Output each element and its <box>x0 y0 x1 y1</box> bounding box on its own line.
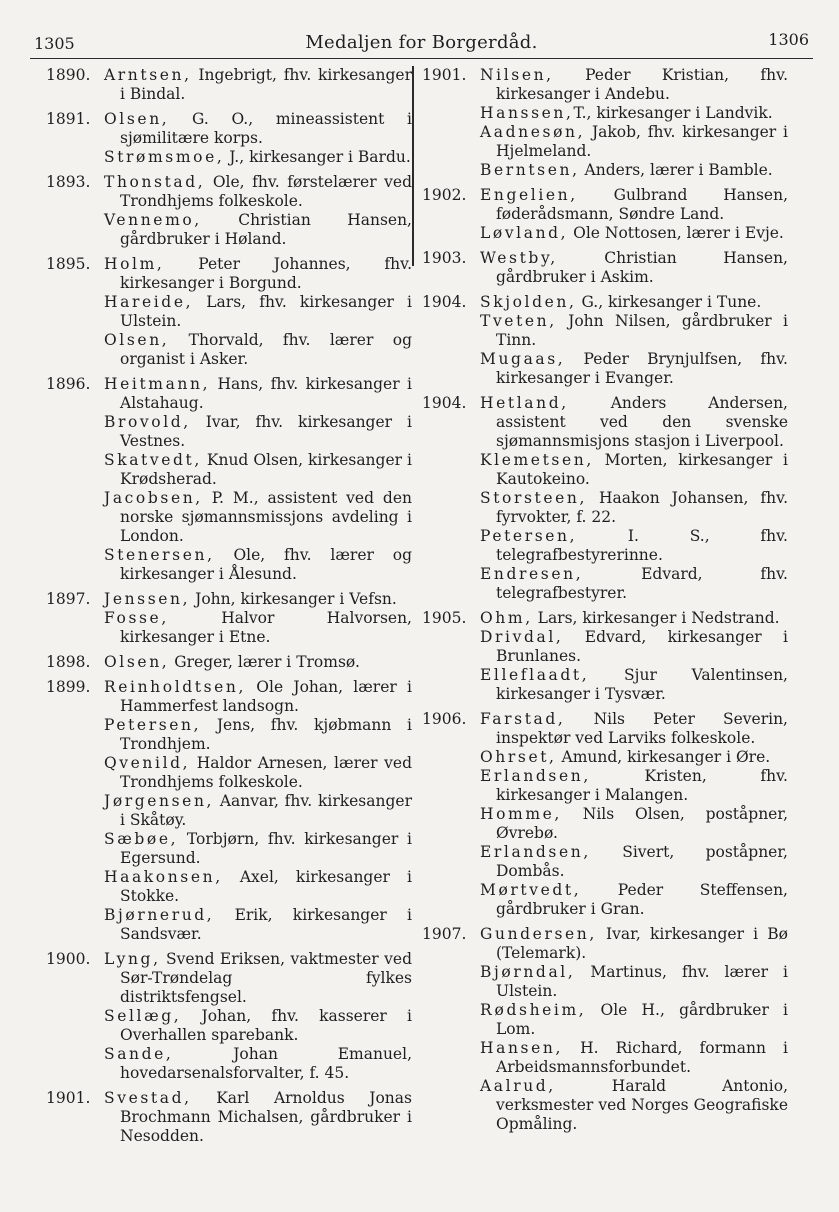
year-group <box>42 950 412 1083</box>
medal-entry <box>480 843 788 881</box>
recipient-name: Petersen, <box>480 527 578 545</box>
recipient-description: Svend Eriksen, vaktmester ved Sør-Trøndelag fylkes distriktsfengsel. <box>120 950 412 1006</box>
recipient-name: Petersen, <box>104 716 202 734</box>
recipient-description: Peder Brynjulfsen, fhv. kirkesanger i Evanger. <box>496 350 788 387</box>
year-label: 1905. <box>422 609 467 627</box>
year-label: 1897. <box>46 590 91 608</box>
recipient-description: Anders, lærer i Bamble. <box>579 161 773 179</box>
recipient-description: P. M., assistent ved den norske sjømannsmissjons avdeling i London. <box>120 489 412 545</box>
recipient-description: Knud Olsen, kirkesanger i Krødsherad. <box>120 451 412 488</box>
medal-entry <box>480 249 788 287</box>
year-label: 1906. <box>422 710 467 728</box>
medal-entry <box>480 66 788 104</box>
year-label: 1901. <box>46 1089 91 1107</box>
year-label: 1893. <box>46 173 91 191</box>
recipient-name: Reinholdtsen, <box>104 678 247 696</box>
medal-entry <box>480 186 788 224</box>
medal-entry <box>104 211 412 249</box>
medal-entry <box>480 767 788 805</box>
recipient-name: Løvland, <box>480 224 569 242</box>
page-title: Medaljen for Borgerdåd. <box>305 32 538 53</box>
recipient-name: Westby, <box>480 249 558 267</box>
medal-entry <box>104 110 412 148</box>
medal-entry <box>104 331 412 369</box>
recipient-name: Ohrset, <box>480 748 557 766</box>
year-label: 1891. <box>46 110 91 128</box>
recipient-name: Strømsmoe, <box>104 148 225 166</box>
recipient-description: Martinus, fhv. lærer i Ulstein. <box>496 963 788 1000</box>
medal-entry <box>480 628 788 666</box>
year-group <box>42 255 412 369</box>
recipient-name: Jørgensen, <box>104 792 215 810</box>
recipient-description: Erik, kirkesanger i Sandsvær. <box>120 906 412 943</box>
recipient-description: G. O., mineassistent i sjømilitære korps. <box>120 110 412 147</box>
medal-entry <box>104 1089 412 1146</box>
medal-entry <box>104 375 412 413</box>
recipient-name: Sande, <box>104 1045 174 1063</box>
year-group <box>42 173 412 249</box>
year-group <box>418 249 788 287</box>
medal-entry <box>480 710 788 748</box>
recipient-name: Sellæg, <box>104 1007 182 1025</box>
recipient-description: Johan Emanuel, hovedarsenalsforvalter, f. 45. <box>120 1045 412 1082</box>
recipient-name: Rødsheim, <box>480 1001 587 1019</box>
recipient-name: Klemetsen, <box>480 451 594 469</box>
recipient-name: Aadnesøn, <box>480 123 586 141</box>
year-label: 1900. <box>46 950 91 968</box>
recipient-description: Sjur Valentinsen, kirkesanger i Tysvær. <box>496 666 788 703</box>
year-group <box>42 678 412 944</box>
medal-entry <box>104 653 412 672</box>
recipient-description: Peder Kristian, fhv. kirkesanger i Andebu. <box>496 66 788 103</box>
recipient-name: Berntsen, <box>480 161 580 179</box>
recipient-name: Bjørnerud, <box>104 906 215 924</box>
recipient-name: Gundersen, <box>480 925 597 943</box>
medal-entry <box>480 350 788 388</box>
recipient-description: J., kirkesanger i Bardu. <box>224 148 411 166</box>
medal-entry <box>480 394 788 451</box>
recipient-name: Bjørndal, <box>480 963 576 981</box>
medal-entry <box>104 1045 412 1083</box>
left-column <box>42 66 412 1152</box>
recipient-description: Lars, fhv. kirkesanger i Ulstein. <box>120 293 412 330</box>
recipient-description: Ole Johan, lærer i Hammerfest landsogn. <box>120 678 412 715</box>
medal-entry <box>480 123 788 161</box>
recipient-name: Lyng, <box>104 950 161 968</box>
year-group <box>42 653 412 672</box>
medal-entry <box>104 830 412 868</box>
year-label: 1903. <box>422 249 467 267</box>
year-label: 1890. <box>46 66 91 84</box>
year-label: 1896. <box>46 375 91 393</box>
recipient-name: Hansen, <box>480 1039 563 1057</box>
recipient-name: Haakonsen, <box>104 868 223 886</box>
medal-entry <box>480 881 788 919</box>
medal-entry <box>104 413 412 451</box>
recipient-description: Axel, kirkesanger i Stokke. <box>120 868 412 905</box>
right-column <box>418 66 788 1140</box>
recipient-name: Olsen, <box>104 331 170 349</box>
recipient-description: Anders Andersen, assistent ved den svenske sjømannsmisjons stasjon i Liverpool. <box>496 394 788 450</box>
recipient-description: Haldor Arnesen, lærer ved Trondhjems folkeskole. <box>120 754 412 791</box>
page-number-left: 1305 <box>34 34 75 53</box>
recipient-name: Hareide, <box>104 293 194 311</box>
recipient-name: Engelien, <box>480 186 578 204</box>
recipient-name: Olsen, <box>104 110 170 128</box>
year-group <box>42 375 412 584</box>
recipient-name: Stenersen, <box>104 546 215 564</box>
year-label: 1901. <box>422 66 467 84</box>
year-group <box>418 925 788 1134</box>
medal-entry <box>104 293 412 331</box>
medal-entry <box>480 565 788 603</box>
medal-entry <box>104 678 412 716</box>
medal-entry <box>104 868 412 906</box>
recipient-name: Jenssen, <box>104 590 191 608</box>
recipient-name: Hanssen, <box>480 104 574 122</box>
medal-entry <box>104 255 412 293</box>
year-label: 1895. <box>46 255 91 273</box>
recipient-description: Harald Antonio, verksmester ved Norges Geografiske Opmåling. <box>496 1077 788 1133</box>
year-label: 1907. <box>422 925 467 943</box>
medal-entry <box>480 1039 788 1077</box>
year-label: 1904. <box>422 293 467 311</box>
recipient-name: Tveten, <box>480 312 557 330</box>
medal-entry <box>480 1077 788 1134</box>
medal-entry <box>480 805 788 843</box>
recipient-description: T., kirkesanger i Landvik. <box>573 104 773 122</box>
recipient-name: Mugaas, <box>480 350 566 368</box>
recipient-description: Jakob, fhv. kirkesanger i Hjelmeland. <box>496 123 788 160</box>
recipient-description: Johan, fhv. kasserer i Overhallen sparebank. <box>120 1007 412 1044</box>
year-group <box>418 66 788 180</box>
year-label: 1898. <box>46 653 91 671</box>
medal-entry <box>480 609 788 628</box>
group-gap <box>42 1146 412 1152</box>
recipient-name: Qvenild, <box>104 754 191 772</box>
recipient-name: Farstad, <box>480 710 566 728</box>
recipient-name: Elleflaadt, <box>480 666 590 684</box>
year-group <box>42 66 412 104</box>
recipient-description: Kristen, fhv. kirkesanger i Malangen. <box>496 767 788 804</box>
recipient-description: Morten, kirkesanger i Kautokeino. <box>496 451 788 488</box>
recipient-description: Nils Olsen, poståpner, Øvrebø. <box>496 805 788 842</box>
medal-entry <box>480 293 788 312</box>
medal-entry <box>104 546 412 584</box>
medal-entry <box>480 963 788 1001</box>
medal-entry <box>104 950 412 1007</box>
column-divider <box>412 66 414 266</box>
recipient-name: Homme, <box>480 805 562 823</box>
recipient-name: Brovold, <box>104 413 191 431</box>
group-gap <box>418 1134 788 1140</box>
recipient-name: Erlandsen, <box>480 767 591 785</box>
recipient-description: Peder Steffensen, gårdbruker i Gran. <box>496 881 788 918</box>
page-header <box>30 28 813 59</box>
recipient-name: Vennemo, <box>104 211 202 229</box>
medal-entry <box>104 451 412 489</box>
medal-entry <box>480 451 788 489</box>
year-group <box>418 293 788 388</box>
medal-entry <box>104 754 412 792</box>
recipient-description: John, kirkesanger i Vefsn. <box>190 590 397 608</box>
year-group <box>418 394 788 603</box>
recipient-description: G., kirkesanger i Tune. <box>576 293 762 311</box>
recipient-description: Karl Arnoldus Jonas Brochmann Michalsen, gårdbruker i Nesodden. <box>120 1089 412 1145</box>
recipient-description: Edvard, fhv. telegrafbestyrer. <box>496 565 788 602</box>
recipient-description: Edvard, kirkesanger i Brunlanes. <box>496 628 788 665</box>
medal-entry <box>480 925 788 963</box>
recipient-description: Peter Johannes, fhv. kirkesanger i Borgund. <box>120 255 412 292</box>
recipient-description: Ivar, kirkesanger i Bø (Telemark). <box>496 925 788 962</box>
medal-entry <box>104 148 412 167</box>
recipient-name: Endresen, <box>480 565 584 583</box>
recipient-description: Gulbrand Hansen, føderådsmann, Søndre Land. <box>496 186 788 223</box>
medal-entry <box>104 489 412 546</box>
recipient-description: Nils Peter Severin, inspektør ved Larviks folkeskole. <box>496 710 788 747</box>
medal-entry <box>480 224 788 243</box>
recipient-description: Torbjørn, fhv. kirkesanger i Egersund. <box>120 830 412 867</box>
year-label: 1899. <box>46 678 91 696</box>
recipient-description: Ole H., gårdbruker i Lom. <box>496 1001 788 1038</box>
year-label: 1902. <box>422 186 467 204</box>
recipient-name: Arntsen, <box>104 66 192 84</box>
medal-entry <box>480 489 788 527</box>
recipient-name: Erlandsen, <box>480 843 591 861</box>
medal-entry <box>480 1001 788 1039</box>
recipient-description: Haakon Johansen, fhv. fyrvokter, f. 22. <box>496 489 788 526</box>
recipient-name: Holm, <box>104 255 165 273</box>
recipient-description: Ole, fhv. lærer og kirkesanger i Ålesund. <box>120 546 412 583</box>
year-group <box>418 609 788 704</box>
medal-entry <box>104 173 412 211</box>
recipient-description: Hans, fhv. kirkesanger i Alstahaug. <box>120 375 412 412</box>
medal-entry <box>480 312 788 350</box>
medal-entry <box>104 609 412 647</box>
recipient-name: Svestad, <box>104 1089 192 1107</box>
recipient-description: Ole, fhv. førstelærer ved Trondhjems folkeskole. <box>120 173 412 210</box>
recipient-description: H. Richard, formann i Arbeidsmannsforbundet. <box>496 1039 788 1076</box>
recipient-name: Nilsen, <box>480 66 554 84</box>
recipient-name: Olsen, <box>104 653 170 671</box>
recipient-description: Christian Hansen, gårdbruker i Askim. <box>496 249 788 286</box>
recipient-description: Christian Hansen, gårdbruker i Høland. <box>120 211 412 248</box>
page-number-right: 1306 <box>768 30 809 49</box>
medal-entry <box>104 1007 412 1045</box>
recipient-name: Skjolden, <box>480 293 577 311</box>
recipient-name: Heitmann, <box>104 375 211 393</box>
recipient-name: Jacobsen, <box>104 489 203 507</box>
year-group <box>42 1089 412 1146</box>
recipient-name: Ohm, <box>480 609 533 627</box>
recipient-description: Greger, lærer i Tromsø. <box>169 653 360 671</box>
year-group <box>418 186 788 243</box>
recipient-name: Hetland, <box>480 394 569 412</box>
recipient-name: Drivdal, <box>480 628 564 646</box>
year-group <box>418 710 788 919</box>
recipient-name: Mørtvedt, <box>480 881 582 899</box>
recipient-description: John Nilsen, gårdbruker i Tinn. <box>496 312 788 349</box>
recipient-description: Ingebrigt, fhv. kirkesanger i Bindal. <box>120 66 412 103</box>
medal-entry <box>104 906 412 944</box>
medal-entry <box>480 748 788 767</box>
medal-entry <box>104 716 412 754</box>
medal-entry <box>480 104 788 123</box>
recipient-name: Sæbøe, <box>104 830 179 848</box>
recipient-name: Skatvedt, <box>104 451 202 469</box>
recipient-name: Storsteen, <box>480 489 588 507</box>
medal-entry <box>104 66 412 104</box>
recipient-description: Jens, fhv. kjøbmann i Trondhjem. <box>120 716 412 753</box>
recipient-description: Ole Nottosen, lærer i Evje. <box>568 224 784 242</box>
recipient-description: Aanvar, fhv. kirkesanger i Skåtøy. <box>120 792 412 829</box>
recipient-name: Aalrud, <box>480 1077 556 1095</box>
recipient-description: I. S., fhv. telegrafbestyrerinne. <box>496 527 788 564</box>
recipient-description: Lars, kirkesanger i Nedstrand. <box>532 609 780 627</box>
recipient-description: Ivar, fhv. kirkesanger i Vestnes. <box>120 413 412 450</box>
medal-entry <box>104 590 412 609</box>
recipient-name: Fosse, <box>104 609 169 627</box>
recipient-name: Thonstad, <box>104 173 206 191</box>
medal-entry <box>104 792 412 830</box>
recipient-description: Halvor Halvorsen, kirkesanger i Etne. <box>120 609 412 646</box>
recipient-description: Thorvald, fhv. lærer og organist i Asker. <box>120 331 412 368</box>
year-label: 1904. <box>422 394 467 412</box>
year-group <box>42 590 412 647</box>
year-group <box>42 110 412 167</box>
recipient-description: Amund, kirkesanger i Øre. <box>556 748 771 766</box>
recipient-description: Sivert, poståpner, Dombås. <box>496 843 788 880</box>
medal-entry <box>480 666 788 704</box>
medal-entry <box>480 161 788 180</box>
medal-entry <box>480 527 788 565</box>
